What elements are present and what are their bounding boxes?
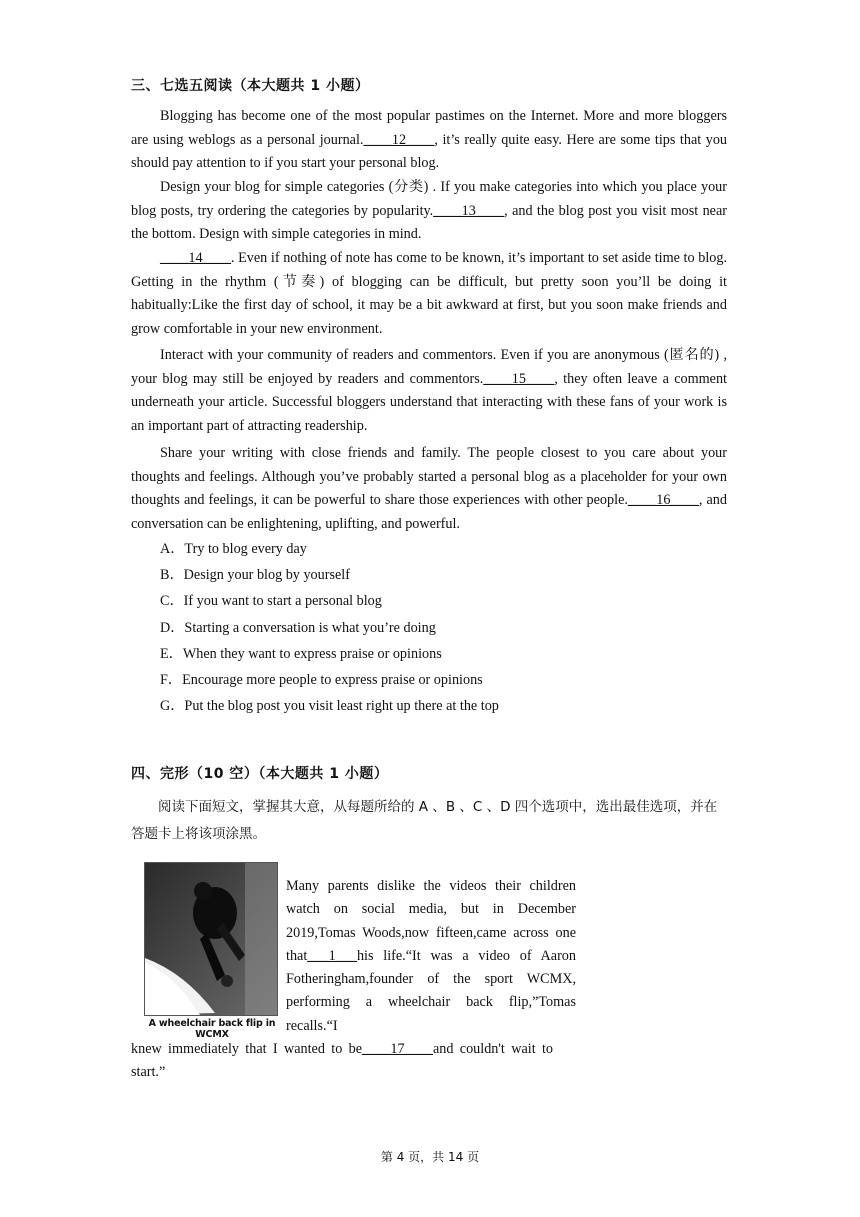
option-f: F．Encourage more people to express praise or opinions (160, 671, 483, 688)
blank-16: ____16____ (627, 492, 699, 509)
blank-13: ____13____ (433, 202, 505, 219)
p5-text-b: , and conversation can be enlightening, uplifting, and powerful. (131, 492, 727, 532)
option-e: E．When they want to express praise or opinions (160, 645, 442, 662)
paragraph-5 (131, 442, 727, 536)
option-b: B．Design your blog by yourself (160, 567, 350, 584)
cloze-text-d: and couldn't wait to start.” (131, 1041, 553, 1081)
cloze-text-c: knew immediately that I wanted to be (131, 1041, 363, 1057)
paragraph-4 (131, 344, 727, 438)
wheelchair-flip-illustration (145, 863, 277, 1015)
cloze-instruction: 阅读下面短文，掌握其大意，从每题所给的 A 、B 、C 、D 四个选项中，选出最佳选项，并在答题卡上将该项涂黑。 (131, 799, 718, 842)
paragraph-2 (131, 176, 727, 247)
p2-text-a: Design your blog for simple categories (分类) . If you make categories into which you place your blog posts, try ordering the categories by popularity. (131, 179, 727, 219)
p1-text-a: Blogging has become one of the most popular pastimes on the Internet. More and more bloggers are using weblogs as a personal journal. (131, 108, 727, 148)
paragraph-1 (131, 105, 727, 176)
cloze-text-continued (131, 1038, 553, 1085)
p2-text-b: , and the blog post you visit most near the bottom. Design with simple categories in mind. (131, 202, 727, 243)
options-list (160, 536, 499, 719)
option-a: A．Try to blog every day (160, 541, 307, 557)
p3-text: . Even if nothing of note has come to be known, it’s important to set aside time to blog. Getting in the rhythm (节奏) of blogging can be difficult, but pretty soon you’ll be doing it habitually:Like the first day of school, it may be a bit awkward at first, but you soon make friends and grow comfortable in your new environment. (131, 250, 727, 337)
cloze-text-a: Many parents dislike the videos their children watch on social media, but in December 2019,Tomas Woods,now fifteen,came across one that (286, 878, 576, 964)
paragraph-3 (131, 247, 727, 341)
photo-caption: A wheelchair back flip in WCMX (148, 1018, 276, 1040)
p4-text-a: Interact with your community of readers and commentors. Even if you are anonymous (匿名的) , your blog may still be enjoyed by readers and commentors. (131, 347, 727, 387)
option-d: D．Starting a conversation is what you’re doing (160, 619, 436, 636)
p1-text-b: , it’s really quite easy. Here are some tips that you should pay attention to if you start your personal blog. (131, 131, 728, 172)
blank-12: ____12____ (363, 131, 435, 148)
blank-15: ____15____ (483, 370, 555, 387)
option-g: G．Put the blog post you visit least right up there at the top (160, 698, 499, 715)
blank-17: ____17____ (362, 1041, 433, 1057)
photo-figure (144, 862, 280, 1040)
page-footer: 第 4 页，共 14 页 (380, 1150, 480, 1164)
cloze-text-wrap (286, 875, 576, 1038)
blank-1: ___1___ (307, 947, 357, 964)
option-c: C．If you want to start a personal blog (160, 593, 382, 610)
wheelchair-photo (144, 862, 278, 1016)
p4-text-b: , they often leave a comment underneath your article. Successful bloggers understand that interacting with these fans of your work is an important part of attracting readership. (131, 370, 727, 434)
blank-14: ____14____ (160, 250, 231, 266)
section4-heading: 四、完形（10 空）（本大题共 1 小题） (131, 766, 389, 782)
cloze-text-b: his life.“It was a video of Aaron Fotheringham,founder of the sport WCMX, performing a wheelchair back flip,”Tomas recalls.“I (286, 947, 576, 1034)
section3-heading: 三、七选五阅读（本大题共 1 小题） (131, 78, 370, 94)
p5-text-a: Share your writing with close friends and family. The people closest to you care about your thoughts and feelings. Although you’ve probably started a personal blog as a placeholder for your own thoughts and feelings, it can be powerful to share those experiences with other people. (131, 445, 727, 509)
